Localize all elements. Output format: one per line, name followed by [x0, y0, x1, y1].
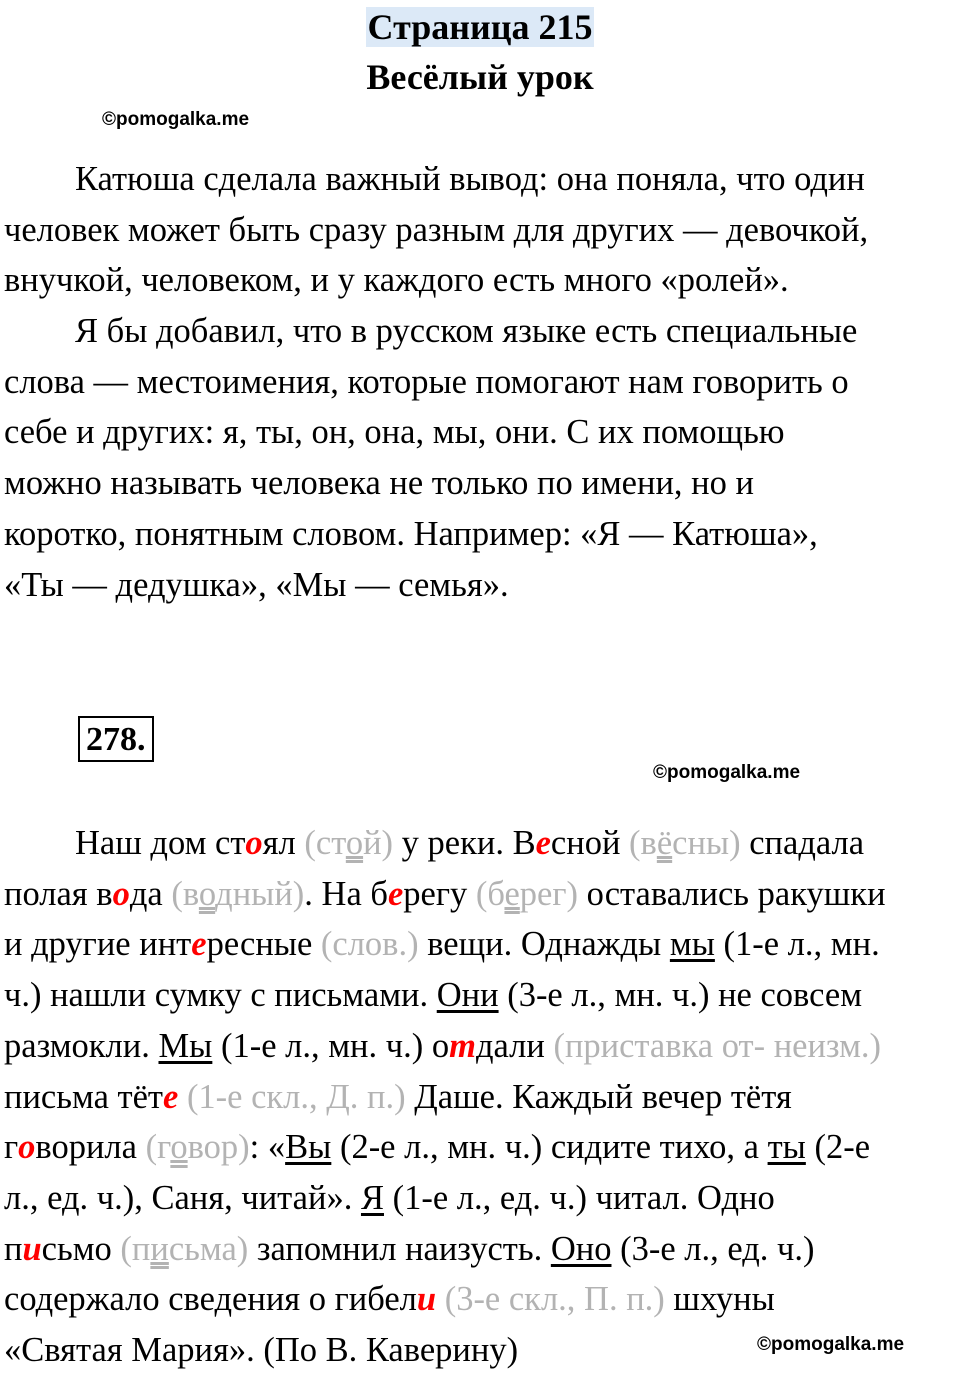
- pronoun: Они: [436, 976, 499, 1015]
- hint: (приставка от- неизм.): [553, 1026, 882, 1065]
- intro-paragraph-2: Я бы добавил, что в русском языке есть специальные слова — местоимения, которые помогают нам говорить о себе и других: я, ты, он, она, мы, они. С их помощью можно называть человека не только по имени, но и коротко, понятным словом. Например: «Я — Катюша», «Ты — дедушка», «Мы — семья».: [4, 312, 858, 604]
- hint: (слов.): [320, 925, 419, 964]
- hint: (вёсны): [629, 824, 741, 862]
- hint: (водный): [171, 874, 305, 913]
- pronoun: Вы: [285, 1128, 332, 1167]
- pronoun: ты: [767, 1128, 806, 1167]
- watermark: ©pomogalka.me: [653, 762, 801, 783]
- watermark: ©pomogalka.me: [757, 1334, 905, 1355]
- pronoun: Мы: [158, 1026, 213, 1065]
- hint: (говор): [145, 1128, 250, 1167]
- watermark: ©pomogalka.me: [102, 109, 250, 130]
- exercise-text: Наш дом стоял (стой) у реки. Весной (вёсны) спадала полая вода (водный). На берегу (берег) оставались ракушки и другие интересные (слов.) вещи. Однажды мы (1-е л., мн. ч.) нашли сумку с письмами. Они (3-е л., мн. ч.) не совсем размокли. Мы (1-е л., мн. ч.) отдали (приставка от- неизм.) письма тёте (1-е скл., Д. п.) Даше. Каждый вечер тётя говорила (говор): «Вы (2-е л., мн. ч.) сидите тихо, а ты (2-е л., ед. ч.), Саня, читай». Я (1-е л., ед. ч.) читал. Одно письмо (письма) запомнил наизусть. Оно (3-е л., ед. ч.) содержало сведения о гибели (3-е скл., П. п.) шхуны «Святая Мария». (По В. Каверину): [4, 824, 886, 1370]
- intro-paragraph-1: Катюша сделала важный вывод: она поняла, что один человек может быть сразу разным для других — девочкой, внучкой, человеком, и у каждого есть много «ролей».: [4, 160, 869, 300]
- hint: (3-е скл., П. п.): [436, 1280, 665, 1319]
- exercise-number: 278.: [78, 716, 154, 762]
- pronoun: мы: [669, 925, 715, 964]
- hint: (письма): [120, 1229, 249, 1268]
- hint: (берег): [475, 874, 578, 913]
- hint: (стой): [304, 824, 394, 862]
- pronoun: Оно: [550, 1229, 612, 1268]
- lesson-subtitle: Весёлый урок: [366, 57, 594, 97]
- page-title: Страница 215: [367, 7, 593, 47]
- pronoun: Я: [360, 1178, 384, 1217]
- hint: (1-е скл., Д. п.): [178, 1077, 406, 1116]
